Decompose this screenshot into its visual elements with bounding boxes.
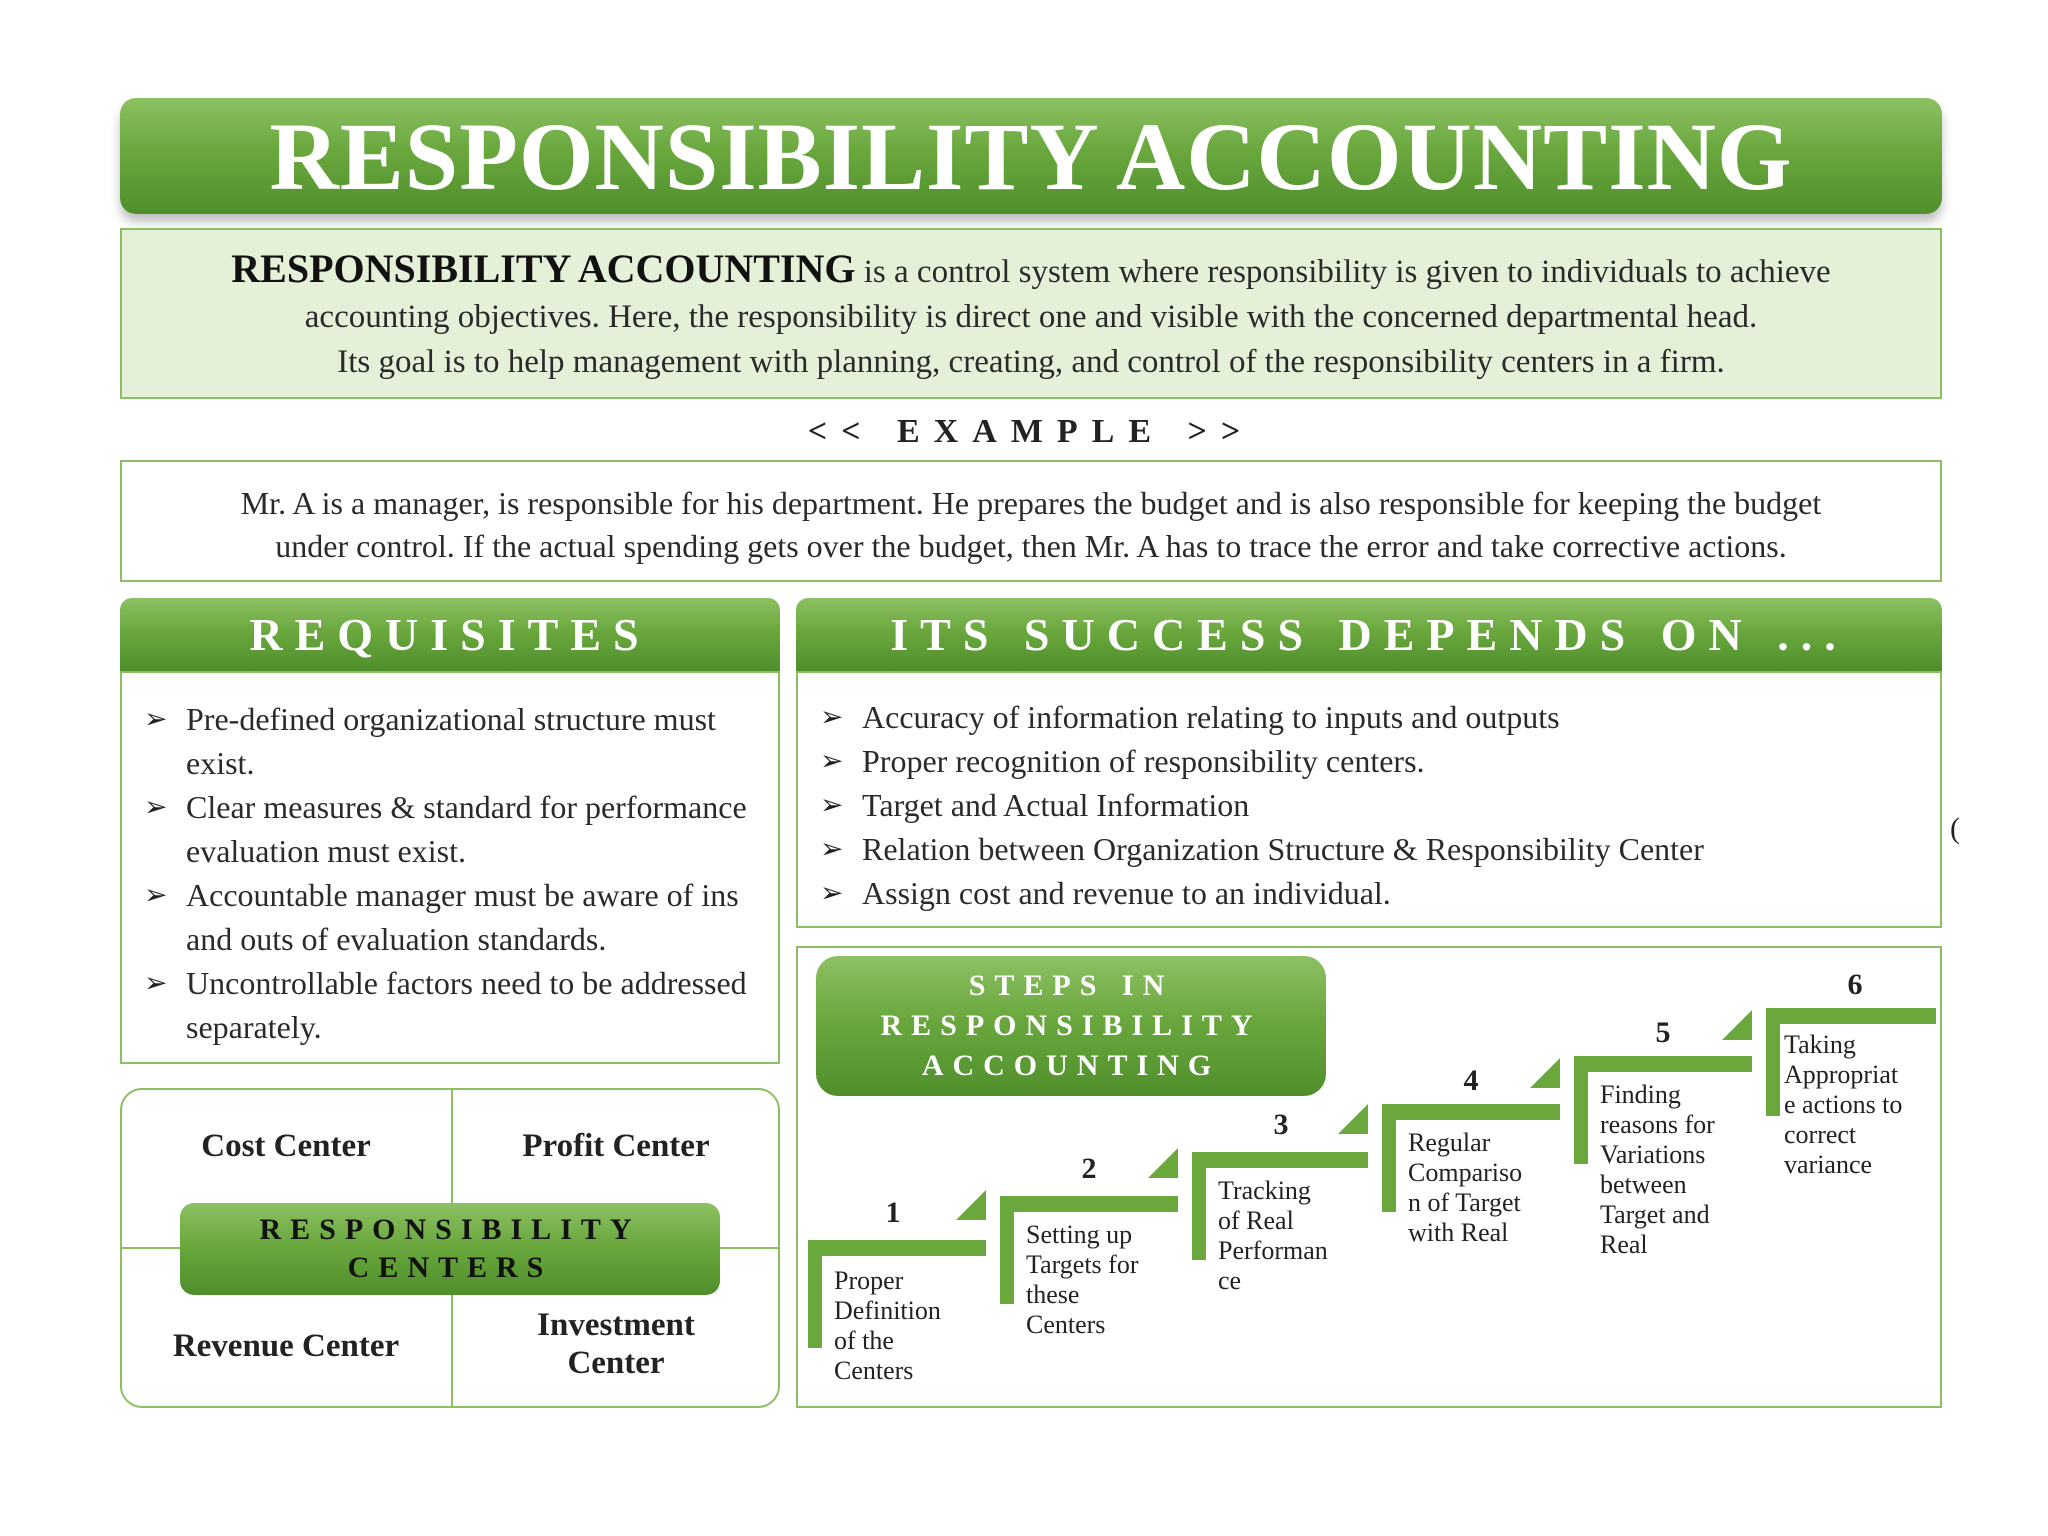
arrow-bullet-icon: ➢ <box>820 832 844 865</box>
step-3-text: Tracking of Real Performan ce <box>1218 1176 1328 1295</box>
steps-badge-line-1: STEPS IN <box>968 969 1174 1002</box>
example-heading: << EXAMPLE >> <box>807 413 1255 450</box>
arrow-bullet-icon: ➢ <box>144 790 168 823</box>
success-title: ITS SUCCESS DEPENDS ON ... <box>890 609 1848 660</box>
definition-box <box>120 228 1942 399</box>
stray-mark: ( <box>1950 812 1960 845</box>
requisites-title: REQUISITES <box>249 609 651 660</box>
step-6-riser <box>1766 1008 1780 1116</box>
step-3-tread <box>1192 1152 1368 1168</box>
step-5-text: Finding reasons for Variations between Target and Real <box>1600 1080 1715 1259</box>
centers-badge-line-2: CENTERS <box>347 1251 553 1284</box>
list-item: ➢ Accuracy of information relating to inputs and outputs <box>820 695 1940 739</box>
step-5-arrow-icon <box>1722 1010 1752 1040</box>
arrow-bullet-icon: ➢ <box>820 744 844 777</box>
step-4-text: Regular Compariso n of Target with Real <box>1408 1128 1523 1247</box>
step-5-riser <box>1574 1056 1588 1164</box>
centers-badge-line-1: RESPONSIBILITY <box>259 1213 641 1246</box>
step-2-riser <box>1000 1196 1014 1304</box>
definition-line-3: Its goal is to help management with planning, creating, and control of the responsibility centers in a firm. <box>337 344 1725 380</box>
list-item: ➢ Relation between Organization Structure & Responsibility Center <box>820 827 1940 871</box>
list-item: ➢ Proper recognition of responsibility centers. <box>820 739 1940 783</box>
arrow-bullet-icon: ➢ <box>820 788 844 821</box>
step-6-text: Taking Appropriat e actions to correct variance <box>1784 1030 1903 1179</box>
arrow-bullet-icon: ➢ <box>144 702 168 735</box>
step-3-arrow-icon <box>1338 1104 1368 1134</box>
step-4-arrow-icon <box>1530 1058 1560 1088</box>
step-6-tread <box>1766 1008 1936 1024</box>
steps-badge <box>816 956 1326 1096</box>
revenue-center-label: Revenue Center <box>172 1328 400 1364</box>
list-item: ➢ Uncontrollable factors need to be addressed separately. <box>144 961 778 1049</box>
list-item: ➢ Assign cost and revenue to an individual. <box>820 871 1940 915</box>
steps-badge-line-2: RESPONSIBILITY <box>880 1009 1262 1042</box>
definition-line-1-text: is a control system where responsibility is given to individuals to achieve <box>855 254 1831 290</box>
step-5-number: 5 <box>1655 1016 1671 1049</box>
step-4-riser <box>1382 1104 1396 1212</box>
centers-badge <box>180 1203 720 1295</box>
arrow-bullet-icon: ➢ <box>820 700 844 733</box>
requisites-header <box>120 598 780 671</box>
page-title: RESPONSIBILITY ACCOUNTING <box>269 102 1793 210</box>
step-1-arrow-icon <box>956 1190 986 1220</box>
steps-badge-line-3: ACCOUNTING <box>921 1049 1221 1082</box>
definition-line-2: accounting objectives. Here, the responsibility is direct one and visible with the concerned departmental head. <box>304 299 1758 335</box>
cost-center-label: Cost Center <box>201 1128 371 1164</box>
list-item: ➢ Target and Actual Information <box>820 783 1940 827</box>
step-6-number: 6 <box>1847 968 1863 1001</box>
investment-center-label: Investment Center <box>537 1307 695 1381</box>
title-banner <box>120 98 1942 214</box>
definition-term: RESPONSIBILITY ACCOUNTING <box>231 246 856 291</box>
step-3-riser <box>1192 1152 1206 1260</box>
list-item: ➢ Accountable manager must be aware of ins and outs of evaluation standards. <box>144 873 778 961</box>
step-1-text: Proper Definition of the Centers <box>834 1266 941 1385</box>
arrow-bullet-icon: ➢ <box>144 966 168 999</box>
step-4-tread <box>1382 1104 1560 1120</box>
step-1-riser <box>808 1240 822 1348</box>
example-line-2: under control. If the actual spending gets over the budget, then Mr. A has to trace the error and take corrective actions. <box>275 528 1787 564</box>
step-3-number: 3 <box>1273 1108 1289 1141</box>
arrow-bullet-icon: ➢ <box>144 878 168 911</box>
step-2-arrow-icon <box>1148 1148 1178 1178</box>
example-box <box>120 460 1942 582</box>
arrow-bullet-icon: ➢ <box>820 876 844 909</box>
requisites-list <box>120 671 780 1064</box>
list-item: ➢ Clear measures & standard for performance evaluation must exist. <box>144 785 778 873</box>
step-2-number: 2 <box>1081 1152 1097 1185</box>
list-item: ➢ Pre-defined organizational structure must exist. <box>144 697 778 785</box>
step-1-tread <box>808 1240 986 1256</box>
example-line-1: Mr. A is a manager, is responsible for his department. He prepares the budget and is also responsible for keeping the budget <box>240 485 1822 521</box>
step-4-number: 4 <box>1463 1064 1479 1097</box>
profit-center-label: Profit Center <box>522 1128 710 1164</box>
step-1-number: 1 <box>885 1196 901 1229</box>
success-header <box>796 598 1942 671</box>
step-2-tread <box>1000 1196 1178 1212</box>
step-2-text: Setting up Targets for these Centers <box>1026 1220 1139 1339</box>
success-list <box>796 671 1942 928</box>
step-5-tread <box>1574 1056 1752 1072</box>
definition-line-1 <box>122 246 1940 295</box>
